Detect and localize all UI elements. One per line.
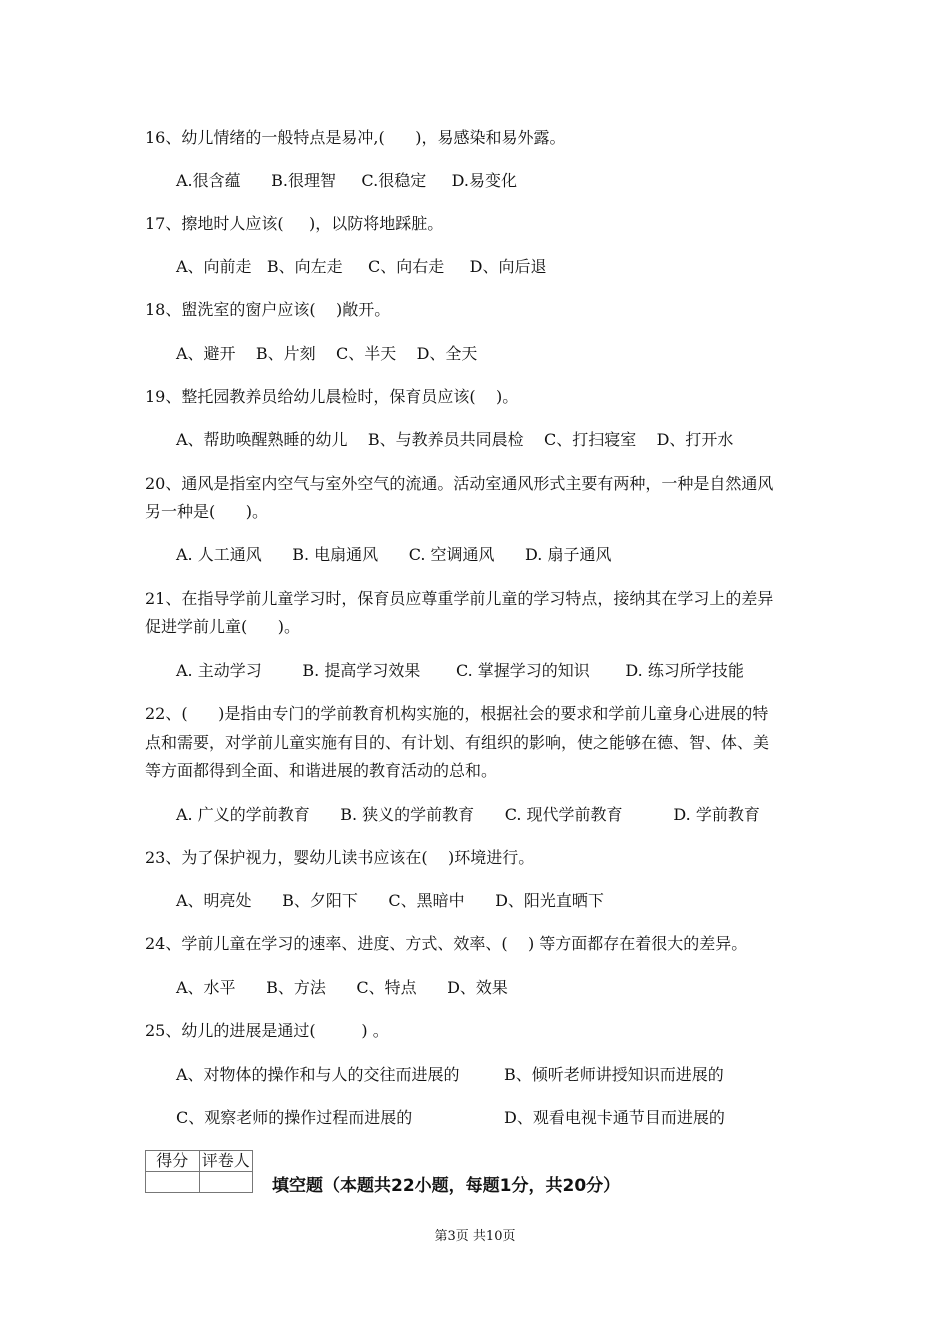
question-24: 24、学前儿童在学习的速率、进度、方式、效率、( ) 等方面都存在着很大的差异。 (145, 934, 748, 953)
question-25-option-b: B、倾听老师讲授知识而进展的 (504, 1065, 724, 1084)
question-25-option-c: C、观察老师的操作过程而进展的 (176, 1108, 413, 1127)
question-19: 19、整托园教养员给幼儿晨检时，保育员应该( )。 (145, 387, 519, 406)
question-22-continued-2: 等方面都得到全面、和谐进展的教育活动的总和。 (145, 761, 498, 780)
question-23: 23、为了保护视力，婴幼儿读书应该在( )环境进行。 (145, 848, 535, 867)
score-table (145, 1150, 253, 1193)
question-24-options: A、水平 B、方法 C、特点 D、效果 (176, 978, 508, 997)
question-20-continued: 另一种是( )。 (145, 502, 269, 521)
question-18-options: A、避开 B、片刻 C、半天 D、全天 (176, 344, 478, 363)
question-16-options: A.很含蕴 B.很理智 C.很稳定 D.易变化 (176, 171, 517, 190)
section-title: 填空题（本题共22小题，每题1分，共20分） (272, 1176, 621, 1196)
score-cell (146, 1172, 200, 1193)
question-17: 17、擦地时人应该( )，以防将地踩脏。 (145, 214, 444, 233)
question-21-options: A. 主动学习 B. 提高学习效果 C. 掌握学习的知识 D. 练习所学技能 (176, 661, 744, 680)
page-footer: 第3页 共10页 (434, 1229, 516, 1244)
question-20-options: A. 人工通风 B. 电扇通风 C. 空调通风 D. 扇子通风 (176, 545, 612, 564)
question-22: 22、( )是指由专门的学前教育机构实施的，根据社会的要求和学前儿童身心进展的特 (145, 704, 769, 723)
question-22-options: A. 广义的学前教育 B. 狭义的学前教育 C. 现代学前教育 D. 学前教育 (176, 805, 760, 824)
question-25-option-a: A、对物体的操作和与人的交往而进展的 (176, 1065, 460, 1084)
question-23-options: A、明亮处 B、夕阳下 C、黑暗中 D、阳光直晒下 (176, 891, 604, 910)
question-20: 20、通风是指室内空气与室外空气的流通。活动室通风形式主要有两种，一种是自然通风 (145, 474, 774, 493)
question-19-options: A、帮助唤醒熟睡的幼儿 B、与教养员共同晨检 C、打扫寝室 D、打开水 (176, 430, 734, 449)
question-21-continued: 促进学前儿童( )。 (145, 617, 301, 636)
score-header: 得分 (146, 1151, 200, 1172)
grader-cell (199, 1172, 253, 1193)
question-25: 25、幼儿的进展是通过( ) 。 (145, 1021, 389, 1040)
question-17-options: A、向前走 B、向左走 C、向右走 D、向后退 (176, 257, 547, 276)
question-25-option-d: D、观看电视卡通节目而进展的 (504, 1108, 725, 1127)
grader-header: 评卷人 (199, 1151, 253, 1172)
question-16: 16、幼儿情绪的一般特点是易冲,( )，易感染和易外露。 (145, 128, 566, 147)
question-21: 21、在指导学前儿童学习时，保育员应尊重学前儿童的学习特点，接纳其在学习上的差异 (145, 589, 774, 608)
question-22-continued: 点和需要，对学前儿童实施有目的、有计划、有组织的影响，使之能够在德、智、体、美 (145, 733, 770, 752)
question-18: 18、盥洗室的窗户应该( )敞开。 (145, 300, 391, 319)
